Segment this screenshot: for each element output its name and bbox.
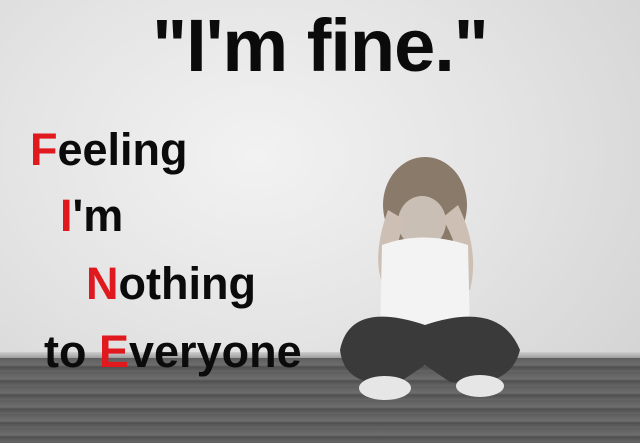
acronym-initial-f: F [30,124,58,175]
acronym-line-to-everyone [44,326,302,378]
acronym-prefix-to: to [44,326,99,377]
acronym-rest-im: 'm [72,190,124,241]
main-title: "I'm fine." [152,4,488,87]
right-shoe [456,375,504,397]
left-shoe [359,376,411,400]
jeans [340,317,520,384]
acronym-rest-everyone: veryone [129,326,302,377]
acronym-line-im [60,190,123,242]
acronym-rest-nothing: othing [118,258,256,309]
acronym-initial-i: I [60,190,73,241]
acronym-rest-feeling: eeling [57,124,188,175]
acronym-initial-n: N [86,258,119,309]
acronym-initial-e: E [98,326,129,377]
sitting-woman-illustration [330,150,530,410]
acronym-line-feeling [30,124,188,176]
acronym-line-nothing [86,258,256,310]
